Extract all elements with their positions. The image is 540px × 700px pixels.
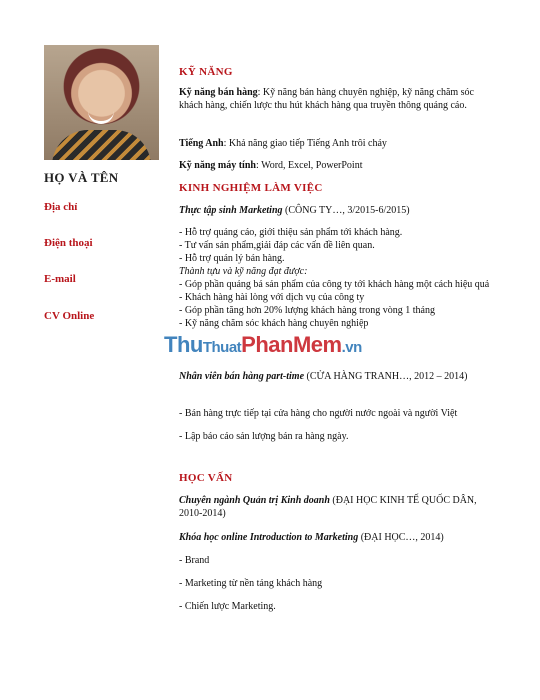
job2-header [179,370,494,383]
job2-title: Nhân viên bán hàng part-time [179,371,305,382]
list-item: - Hỗ trợ quản lý bán hàng. [179,253,285,264]
list-item: - Kỹ năng chăm sóc khách hàng chuyên nghiệp [179,318,369,329]
list-item: - Góp phần tăng hơn 20% lượng khách hàng trong vòng 1 tháng [179,305,435,316]
job1-duties [179,226,494,330]
skill-english [179,137,494,150]
skill-sales-label: Kỹ năng bán hàng [179,87,258,98]
contact-address: Địa chỉ [44,201,78,213]
education-course-meta: (ĐẠI HỌC…, 2014) [358,532,444,543]
achievements-label: Thành tựu và kỹ năng đạt được: [179,266,308,277]
list-item: - Khách hàng hài lòng với dịch vụ của công ty [179,292,365,303]
contact-cv-online: CV Online [44,310,95,322]
skill-english-label: Tiếng Anh [179,138,224,149]
education-course [179,531,494,544]
skill-computer [179,159,494,172]
education-major-meta: (ĐẠI HỌC KINH TẾ QUỐC DÂN, 2010-2014) [179,495,477,519]
job2-meta: (CỬA HÀNG TRANH…, 2012 – 2014) [304,371,468,382]
education-course-title: Khóa học online Introduction to Marketing [179,532,359,543]
job1-header [179,204,494,217]
skill-sales-text: : Kỹ năng bán hàng chuyên nghiệp, kỹ năng chăm sóc khách hàng, chiến lược thu hút khách hàng qua truyền thông quảng cáo. [179,87,474,111]
experience-heading: KINH NGHIỆM LÀM VIỆC [179,182,323,194]
list-item: - Hỗ trợ quảng cáo, giới thiệu sản phẩm tới khách hàng. [179,227,403,238]
job2-duty-1: - Bán hàng trực tiếp tại cửa hàng cho người nước ngoài và người Việt [179,408,458,419]
watermark-logo: ThuThuatPhanMem.vn [164,332,362,357]
list-item: - Góp phần quảng bá sản phẩm của công ty tới khách hàng một cách hiệu quả [179,279,490,290]
education-major-title: Chuyên ngành Quản trị Kinh doanh [179,495,330,506]
job1-meta: (CÔNG TY…, 3/2015-6/2015) [282,205,410,216]
education-major [179,494,494,520]
course-topic-customer: - Marketing từ nền tảng khách hàng [179,578,323,589]
photo-smile [88,111,114,124]
photo-shirt [52,130,151,160]
contact-email: E-mail [44,273,76,285]
course-topic-brand: - Brand [179,555,210,566]
skills-heading: KỸ NĂNG [179,66,233,78]
profile-photo [44,45,159,160]
contact-phone: Điện thoại [44,237,93,249]
course-topic-strategy: - Chiến lược Marketing. [179,601,276,612]
job1-title: Thực tập sinh Marketing [179,205,283,216]
skill-computer-text: : Word, Excel, PowerPoint [255,160,363,171]
skill-english-text: : Khả năng giao tiếp Tiếng Anh trôi chảy [223,138,387,149]
job2-duty-2: - Lập báo cáo sản lượng bán ra hàng ngày. [179,431,349,442]
education-heading: HỌC VẤN [179,472,233,484]
skill-sales [179,86,494,112]
list-item: - Tư vấn sản phẩm,giải đáp các vấn đề liên quan. [179,240,375,251]
full-name: HỌ VÀ TÊN [44,170,119,185]
skill-computer-label: Kỹ năng máy tính [179,160,256,171]
